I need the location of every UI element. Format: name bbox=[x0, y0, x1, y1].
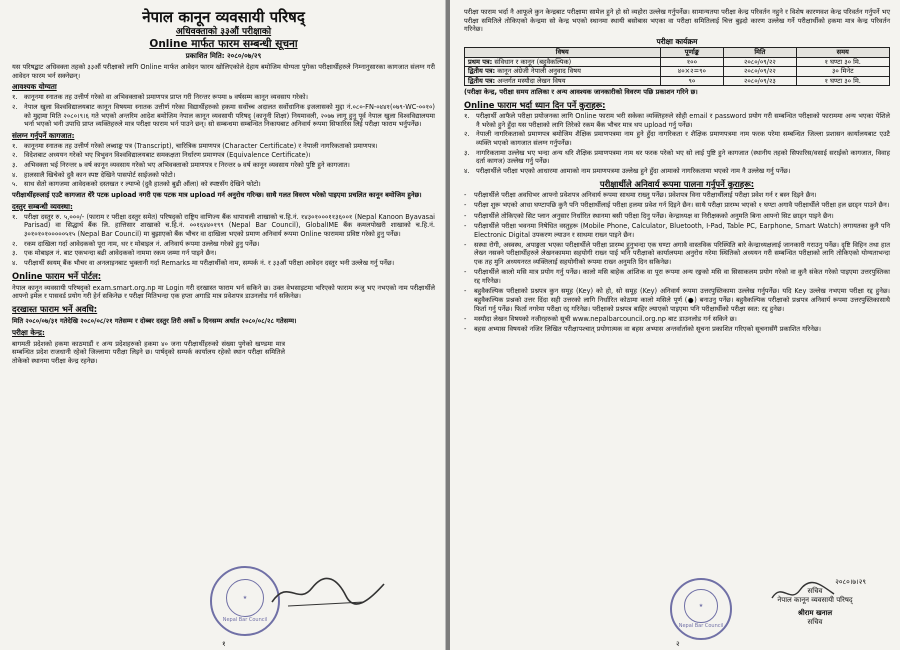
page-number: १ bbox=[222, 640, 226, 648]
page-number: २ bbox=[676, 640, 680, 648]
column-header: समय bbox=[796, 48, 890, 58]
list-item: ४. परीक्षार्थीले परीक्षा भएको आधारमा आमाको नाम प्रमाणपत्रमा उल्लेख हुने हुँदा आमाको नागरिकतामा भएको नाम नै उल्लेख गर्नु पर्नेछ। bbox=[464, 167, 791, 176]
qualification-list bbox=[12, 93, 435, 129]
list-item: - बहुवैकल्पिक परीक्षाको प्रश्नपत्र कुन समूह (Key) को हो, सो समूह (Key) अनिवार्य रूपमा उत्तरपुस्तिकामा उल्लेख गर्नुपर्नेछ। यदि Key उल्लेख नभएमा परीक्षा रद्द हुनेछ। बहुवैकल्पिक प्रश्नको उत्तर दिंदा सही उत्तरको लागि निर्धारित कोठामा कालो मसिले पूर्ण (●) बनाउनु पर्नेछ। बहुवैकल्पिक परीक्षाको प्रश्नपत्र अनिवार्य रूपमा उत्तरपुस्तिकासाथै फिर्ता गर्नु पर्नेछ। फिर्ता नगरेमा परीक्षा रद्द गरिनेछ। परीक्षाको प्रश्नपत्र बाहिर ल्याएको पाइएमा पनि परीक्षार्थीको परीक्षा स्वत: रद्द हुनेछ। bbox=[464, 287, 890, 313]
schedule-title: परीक्षा कार्यक्रम bbox=[656, 37, 698, 47]
signature-icon bbox=[268, 572, 388, 612]
documents-list bbox=[12, 142, 435, 190]
signatory-post-bottom: सचिव bbox=[807, 618, 823, 626]
rules-list bbox=[464, 191, 890, 334]
list-item: - परीक्षा शुरू भएको आधा घण्टापछि कुनै पनि परीक्षार्थीलाई परीक्षा हलमा प्रवेश गर्न दिइने छैन। साथै परीक्षा प्रारम्भ भएको १ घण्टा अगावै परीक्षार्थीले परीक्षा हल छाड्न पाउने छैन। bbox=[464, 201, 890, 210]
exam-subtitle: अधिवक्ताको ३३औं परीक्षाको bbox=[175, 27, 272, 37]
list-item: - परीक्षार्थीले तोकिएको सिट प्लान अनुसार निर्धारित स्थानमा बसी परीक्षा दिनु पर्नेछ। केन्द्राध्यक्ष वा निरीक्षकको अनुमति बिना आफ्नो सिट छाड्न पाइने छैन। bbox=[464, 211, 834, 220]
section-title-period: दरखास्त फाराम भर्ने अवधि: bbox=[12, 304, 98, 315]
list-item: - बहस अभ्यास विषयको नजिर लिखित परीक्षापश्चात् प्रयोगात्मक वा बहस अभ्यास अन्तर्वार्ताको सूचना प्रकाशित गरिएको सूचनासँगै प्रकाशित गरिनेछ। bbox=[464, 325, 822, 334]
exam-schedule-table bbox=[464, 47, 890, 86]
signature-block bbox=[750, 578, 880, 627]
section-title-documents: संलग्न गर्नुपर्ने कागजात: bbox=[12, 130, 75, 140]
notice-page-1 bbox=[0, 0, 446, 650]
list-item: १. कानूनमा स्नातक तह उत्तीर्ण गरेको लब्धाङ्क पत्र (Transcript), चारित्रिक प्रमाणपत्र (Character Certificate) र नेपाली नागरिकताको प्रमाणपत्र। bbox=[12, 141, 378, 150]
list-item: - परीक्षार्थीले कालो मसि मात्र प्रयोग गर्नु पर्नेछ। कालो मसि बाहेक आंशिक वा पूरा रूपमा अन्य रङ्गको मसि वा सिसाकलम प्रयोग गरेको वा कुनै संकेत गरेको पाइएमा उत्तरपुस्तिका रद्द गरिनेछ। bbox=[464, 268, 890, 286]
section-title-attention: Online फाराम भर्दा ध्यान दिन पर्ने कुराहरू: bbox=[464, 99, 606, 110]
table-row: प्रथम पत्र: संविधान र कानून (बहुवैकल्पिक) १०० २०८०/०९/२२ १ घण्टा ३० मि. bbox=[465, 57, 890, 67]
section-title-fee: दस्तुर सम्बन्धी व्यवस्था: bbox=[12, 201, 73, 211]
notice-page-2 bbox=[450, 0, 900, 650]
list-item: १. परीक्षार्थी आफैले परीक्षा प्रयोजनका लागि Online फाराम भरी सकेका व्यक्तिहरुले सोही email र password प्रयोग गरी सम्बन्धित परीक्षाको फाराममा अन्य भएका पेशिले नै भरेको हुने हुँदा यस परीक्षाको लागि तिरेको रकम बैंक भौचर मात्र थप upload गर्नु पर्नेछ। bbox=[464, 111, 890, 129]
list-item: ५. साथ सेतो कागजमा आवेदकको दस्तखत र ल्याप्चे (दुवै हातको बुढी औंला) को स्पष्टसँग देखिने फोटो। bbox=[12, 180, 261, 189]
section-title-centre: परीक्षा केन्द्र: bbox=[12, 327, 45, 337]
section-title-portal: Online फाराम भर्ने पोर्टल: bbox=[12, 270, 102, 281]
column-header: विषय bbox=[465, 48, 661, 58]
list-item: ३. अभिवक्ता भई निरन्तर ७ वर्ष कानून व्यवसाय गरेको भए अभिवक्ताको प्रमाणपत्र र निरन्तर ७ वर्ष कानून व्यवसाय गरेको पुष्टि हुने कागजात। bbox=[12, 161, 350, 170]
list-item: २. रकम दाखिला गर्दा आवेदकको पूरा नाम, थर र मोबाइल नं. अनिवार्य रूपमा उल्लेख गरेको हुनु पर्नेछ। bbox=[12, 239, 260, 248]
table-header-row bbox=[465, 48, 890, 58]
fee-list bbox=[12, 213, 435, 268]
table-row: द्वितीय पत्र: कानून अंग्रेजी नेपाली अनुवाद विषय ४०×२=९० २०८०/०९/२२ ३० मिनेट bbox=[465, 67, 890, 77]
list-item: २. नेपाली नागरिकताको प्रमाणपत्र बमोजिम शैक्षिक प्रमाणपत्रमा नाम हुने हुँदा नागरिकता र शैक्षिक प्रमाणपत्रमा नाम फरक परेमा सम्बन्धित जिल्ला प्रशासन कार्यालयबाट एउटै व्यक्ति भएको कागजात संलग्न गर्नुपर्नेछ। bbox=[464, 130, 890, 147]
notice-header bbox=[12, 8, 435, 61]
list-item: ४. परीक्षार्थी स्वयम् बैंक भौचर वा अनलाइनबाट भुक्तानी गर्दा Remarks मा परीक्षार्थीको नाम, सम्पर्क नं. र ३३औं परीक्षा आवेदन दस्तुर भनी उल्लेख गर्नु पर्नेछ। bbox=[12, 259, 395, 268]
list-item: ३. नागरिकतामा उल्लेख भए भन्दा अन्य थरि शैक्षिक प्रमाणपत्रमा नाम थर फरक परेको भए सो लाई पुष्टि हुने कागजात (स्थानीय तहको सिफारिस/वसाई सराईको कागजात, विवाह दर्ता कागज) उल्लेख गर्नु पर्नेछ। bbox=[464, 148, 890, 166]
list-item: - सस्था रोगी, अस्वस्थ, अपाङ्गता भएका परीक्षार्थीले परीक्षा प्रारम्भ हुनुभन्दा एक घण्टा अगावै वास्तविक परिस्थिति बारे केन्द्राध्यक्षलाई जानकारी गराउनु पर्नेछ। दृष्टि विहिन तथा हात लेख्न नसक्ने परीक्षार्थीहरुले लेखनकाममा सहयोगी राख्न पाई भनि परीक्षाको कार्यालयमा अनुरोध गरेमा स्थितिको अध्ययन गरी सम्बन्धित परीक्षाको लागि तोकिएको योग्यताभन्दा एक तह मुनि अध्ययनरत व्यक्तिलाई सहयोगीको रूपमा राख्न अनुमति दिन सकिनेछ। bbox=[464, 240, 890, 267]
section-title-qualification: आवश्यक योग्यता bbox=[12, 82, 57, 92]
centre-paragraph: बागमती प्रदेशको हकमा काठमाडौं र अन्य प्रदेशहरुको हकमा ४० जना परीक्षार्थीहरुको संख्या पुगेको खण्डमा मात्र सम्बन्धित प्रदेश राजधानी रहेको जिल्लामा परीक्षा लिइने छ। पार्षद्को सम्पर्क कार्यालय रहेको स्थान परीक्षा समितिले तोकेको स्थानमा परीक्षा केन्द्र रहनेछ। bbox=[12, 339, 285, 365]
org-title: नेपाल कानून व्यवसायी परिषद् bbox=[142, 8, 305, 26]
signatory-org: नेपाल कानून व्यवसायी परिषद् bbox=[777, 596, 853, 604]
list-item: ३. एक मोबाइल नं. बाट एकभन्दा बढी आवेदकको नाममा रकम जम्मा गर्न पाइने छैन। bbox=[12, 249, 217, 258]
list-item: २. नेपाल खुला विश्वविद्यालयबाट कानून विषयमा स्नातक उत्तीर्ण गरेका विद्यार्थीहरुको हकमा सर्वोच्च अदालत सर्वोधानिक इजलासको मुद्दा नं.०८०-FN-०४४१(०७९-WC-००१०) को मुद्दामा मिति २०८०।९।६ गते भएको अन्तरिम आदेश बमोजिम नेपाल कानून व्यवसायी परिषद् (कानूनी शिक्षा) नियमावली, २०७७ लागू हुनु पूर्व नेपाल खुला विश्वविद्यालयमा भर्ना भएको भनी उपाधि प्राप्त व्यक्तिहरुले मात्र परीक्षा फाराम भर्न पाउने छन्। सो सम्बन्धमा सम्बन्धित निकायबाट अनिवार्य रूपमा सिफारिस लिई परीक्षा फाराम भर्नुपर्नेछ। bbox=[12, 102, 435, 129]
upload-note: परीक्षार्थीहरुलाई एउटै कागजात धेरै पटक upload नगरी एक पटक मात्र upload गर्न अनुरोध गरिन्छ। साथै गलत विवरण भरेको पाइएमा प्रचलित कानून बमोजिम हुनेछ। bbox=[12, 191, 422, 200]
signatory-post: सचिव bbox=[807, 587, 823, 595]
list-item: - परीक्षार्थीले परीक्षा भवनमा निषेधित वस्तुहरू (Mobile Phone, Calculator, Bluetooth, I-Pad, Table PC, Earphone, Smart Watch) लगायतका कुनै पनि Electronic Digital उपकरण ल्याउन र साथमा राख्न पाइने छैन। bbox=[464, 221, 890, 239]
list-item: - मस्यौदा लेखन विषयको नजीरहरुको सूची www.nepalbarcouncil.org.np बाट डाउनलोड गर्न सकिने छ। bbox=[464, 314, 737, 323]
column-header: मिति bbox=[724, 48, 796, 58]
schedule-note: (परीक्षा केन्द्र, परीक्षा समय तालिका र अन्य आवश्यक जानकारीको विवरण पछि प्रकाशन गरिने छ। bbox=[464, 88, 698, 97]
table-row: द्वितीय पत्र: अन्तर्गत मस्यौदा लेखन विषय ९० २०८०/०९/२३ १ घण्टा ३० मि. bbox=[465, 76, 890, 86]
signature-date: २०८०।७।२९ bbox=[835, 578, 866, 586]
published-date: प्रकाशित मिति: २०८०/०७/२९ bbox=[185, 52, 262, 60]
list-item: १. कानूनमा स्नातक तह उत्तीर्ण गरेको वा अभिवक्ताको प्रमाणपत्र प्राप्त गरी निरन्तर रूपमा ७ वर्षसम्म कानून व्यवसाय गरेको। bbox=[12, 93, 309, 102]
centre-change-paragraph: परीक्षा फाराम भर्दा नै आफूले कुन केन्द्रबाट परीक्षामा सामेल हुने हो सो व्यहोरा उल्लेख गर्नुपर्नेछ। सामान्यतया परीक्षा केन्द्र परिवर्तन नहुने र विशेष कारणवश केन्द्र परिवर्तन गर्नुपर्ने भए परीक्षा समितिले तोकिएको केन्द्रमा सो केन्द्र भएको स्थानमा स्थायी बसोबास भएका वा परीक्षा समितिलाई चित्त बुझ्दो कारण उल्लेख गर्ने परीक्षार्थीको हकमा मात्र केन्द्र परिवर्तन गरिनेछ। bbox=[464, 8, 890, 34]
section-title-rules: परीक्षार्थीले अनिवार्य रूपमा पालना गर्नुपर्ने कुराहरू: bbox=[599, 178, 755, 189]
column-header: पूर्णाङ्क bbox=[660, 48, 724, 58]
list-item: १. परीक्षा दस्तुर रु. ५,०००/- (फाराम र परीक्षा दस्तुर समेत) परिषद्को राष्ट्रिय वाणिज्य बैंक थापाथली शाखाको च.हि.नं. १४३०१०००११३६००१ (Nepal Kanoon Byavasai Parisad) वा सिद्धार्थ बैंक लि. हात्तिसार शाखाको च.हि.नं. ००१६४४०१९९ (Nepal Bar Council), GlobalIME बैंक कमलपोखरी शाखाको च.हि.नं. ३०१०१०१०००००५१५ (Nepal Bar Council) मा बुझाएको बैंक भौचर वा दाखिला भएको प्रमाण अनिवार्य रूपमा Online फाराममा प्रविष्ट गरेको हुनु पर्नेछ। bbox=[12, 212, 435, 238]
period-paragraph: मिति २०८०/०७/३१ गतेदेखि २०८०/०८/२१ गतेसम्म र दोब्बर दस्तुर तिरी अर्को ७ दिनसम्म अर्थात २०८०/०८/२८ गतेसम्म। bbox=[12, 317, 297, 326]
council-seal-icon: ★ Nepal Bar Council bbox=[670, 578, 732, 640]
list-item: - परीक्षार्थीले परीक्षा अवधिभर आफ्नो प्रवेशपत्र अनिवार्य रूपमा साथमा राख्नु पर्नेछ। प्रवेशपत्र विना परीक्षार्थीलाई परीक्षा प्रवेश गर्न र बस्न दिइने छैन। bbox=[464, 191, 817, 200]
portal-paragraph: नेपाल कानून व्यवसायी परिषद्को exam.smart.org.np मा Login गरी दरखास्त फाराम भर्न सकिने छ। उक्त वेभसाइटमा भरिएको फाराम रूजु भए नभएको नाम परीक्षार्थीले आफ्नो इमेल र पासवर्ड प्रयोग गरी हेर्न सकिनेछ र परीक्षा मितिभन्दा एक हप्ता अगाडि मात्र प्रवेशपत्र डाउनलोड गर्न सकिनेछ। bbox=[12, 283, 435, 301]
intro-paragraph: यस परिषद्बाट अधिवक्ता तहको ३३औं परीक्षाको लागि Online मार्फत आवेदन फारम खोलिएकोले देहाय बमोजिम योग्यता पुगेका परीक्षार्थीहरुले निम्नानुसारका कागजात संलग्न गरी आवेदन फारम भर्न सक्नेछन्। bbox=[12, 63, 435, 80]
list-item: २. विदेशबाट अध्ययन गरेको भए त्रिभुवन विश्वविद्यालयबाट समकक्षता निर्धारण प्रमाणपत्र (Equivalence Certificate)। bbox=[12, 151, 311, 160]
list-item: ४. हालसालै खिचेको दुवै कान स्पष्ट देखिने पासपोर्ट साईजको फोटो। bbox=[12, 170, 176, 179]
council-seal-icon: ★ Nepal Bar Council bbox=[210, 566, 280, 636]
notice-heading: Online मार्फत फारम सम्बन्धी सूचना bbox=[149, 38, 298, 50]
attention-list bbox=[464, 112, 890, 176]
signatory-name: श्रीराम खनाल bbox=[797, 609, 833, 617]
